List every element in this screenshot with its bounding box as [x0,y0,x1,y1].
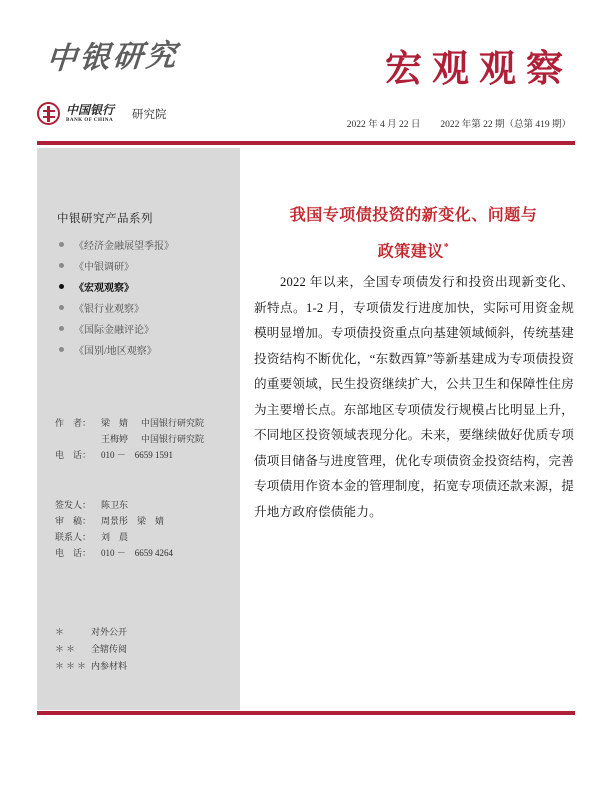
note-mark: ＊＊ [55,644,78,654]
product-series-list [59,234,234,360]
sidebar-panel [37,148,240,710]
bullet-dot-icon [59,326,64,331]
sidebar-item-intl-finance-review[interactable] [59,318,234,339]
bullet-dot-icon [59,263,64,268]
sidebar-heading: 中银研究产品系列 [57,213,153,225]
article-title-footnote-mark: * [443,242,450,253]
phone-label: 电 话： [55,548,92,558]
department-label: 研究院 [132,108,167,121]
reviewer-value: 周景彤 梁 婧 [101,516,165,526]
issue-number: 2022 年第 22 期（总第 419 期） [440,120,571,130]
reviewer-label: 审 稿： [55,516,92,526]
distribution-note [55,624,127,641]
note-mark: ＊＊＊ [55,661,89,671]
bank-name-en: BANK OF CHINA [66,116,114,123]
phone-value: 010 － 6659 4264 [101,548,174,558]
article-title-line-2-wrap [252,232,575,268]
signoff-phone-row [55,545,173,561]
distribution-note [55,658,127,675]
bank-of-china-logo-lockup [37,102,167,125]
sidebar-item-country-region-observation[interactable] [59,339,234,360]
article-abstract: 2022 年以来，全国专项债发行和投资出现新变化、新特点。1-2 月，专项债发行进度加快，实际可用资金规模明显增加。专项债投资重点向基建领域倾斜，传统基建投资结构不断优化，“东数西算”等新基建成为专项债投资的重要领域，民生投资继续扩大，公共卫生和保障性住房为主要增长点。东部地区专项债发行规模占比明显上升，不同地区投资领域表现分化。未来，要继续做好优质专项债项目储备与进度管理，优化专项债资金投资结构，完善专项债用作资本金的管理制度，拓宽专项债还款来源，提升地方政府偿债能力。 [254,275,574,519]
contact-value: 刘 晨 [101,532,129,542]
author-row [55,415,204,431]
phone-label: 电 话： [55,450,92,460]
contact-row [55,529,173,545]
note-text: 对外公开 [91,627,128,637]
sidebar-item-label: 《经济金融展望季报》 [74,241,174,252]
issuer-row [55,497,173,513]
sidebar-item-label: 《国别/地区观察》 [74,346,157,357]
signoff-block [55,497,173,561]
author-affiliation: 中国银行研究院 [141,418,205,428]
author-row [55,431,204,447]
authors-label: 作 者： [55,418,92,428]
issue-meta [347,116,571,130]
brand-calligraphy-logo: 中银研究 [45,38,181,77]
author-name: 梁 婧 [101,418,129,428]
note-text: 内参材料 [91,661,128,671]
phone-value: 010 － 6659 1591 [101,450,174,460]
article-title-line-1: 我国专项债投资的新变化、问题与 [289,207,538,224]
bullet-dot-icon [59,347,64,352]
sidebar-item-boc-research[interactable] [59,255,234,276]
author-name: 王梅婷 [101,434,129,444]
bullet-dot-icon [59,305,64,310]
sidebar-item-macro-observation[interactable] [59,276,234,297]
authors-block [55,415,204,463]
main-content [252,148,575,710]
sidebar-item-label: 《银行业观察》 [74,304,144,315]
publication-title: 宏观观察 [385,47,573,90]
distribution-note [55,641,127,658]
bank-name-cn: 中国银行 [66,102,115,117]
issuer-label: 签发人： [55,500,92,510]
contact-label: 联系人： [55,532,92,542]
bank-of-china-emblem-icon [37,102,60,125]
distribution-notes-block [55,624,127,675]
masthead [37,28,575,140]
reviewer-row [55,513,173,529]
sidebar-item-label: 《宏观观察》 [74,283,134,294]
issuer-value: 陈卫东 [101,500,129,510]
note-text: 全辖传阅 [91,644,128,654]
sidebar-item-economic-outlook[interactable] [59,234,234,255]
bullet-dot-icon [59,284,64,289]
header-divider-rule [37,141,575,145]
sidebar-item-label: 《国际金融评论》 [74,325,154,336]
publication-date: 2022 年 4 月 22 日 [346,120,421,130]
sidebar-item-banking-observation[interactable] [59,297,234,318]
footer-divider-rule [37,711,575,715]
article-title-line-2: 政策建议 [377,243,444,261]
author-phone-row [55,447,204,463]
bank-of-china-wordmark [66,104,114,123]
bullet-dot-icon [59,242,64,247]
note-mark: ＊ [55,627,67,637]
sidebar-item-label: 《中银调研》 [74,262,134,273]
author-affiliation: 中国银行研究院 [141,434,205,444]
article-title [252,200,575,268]
